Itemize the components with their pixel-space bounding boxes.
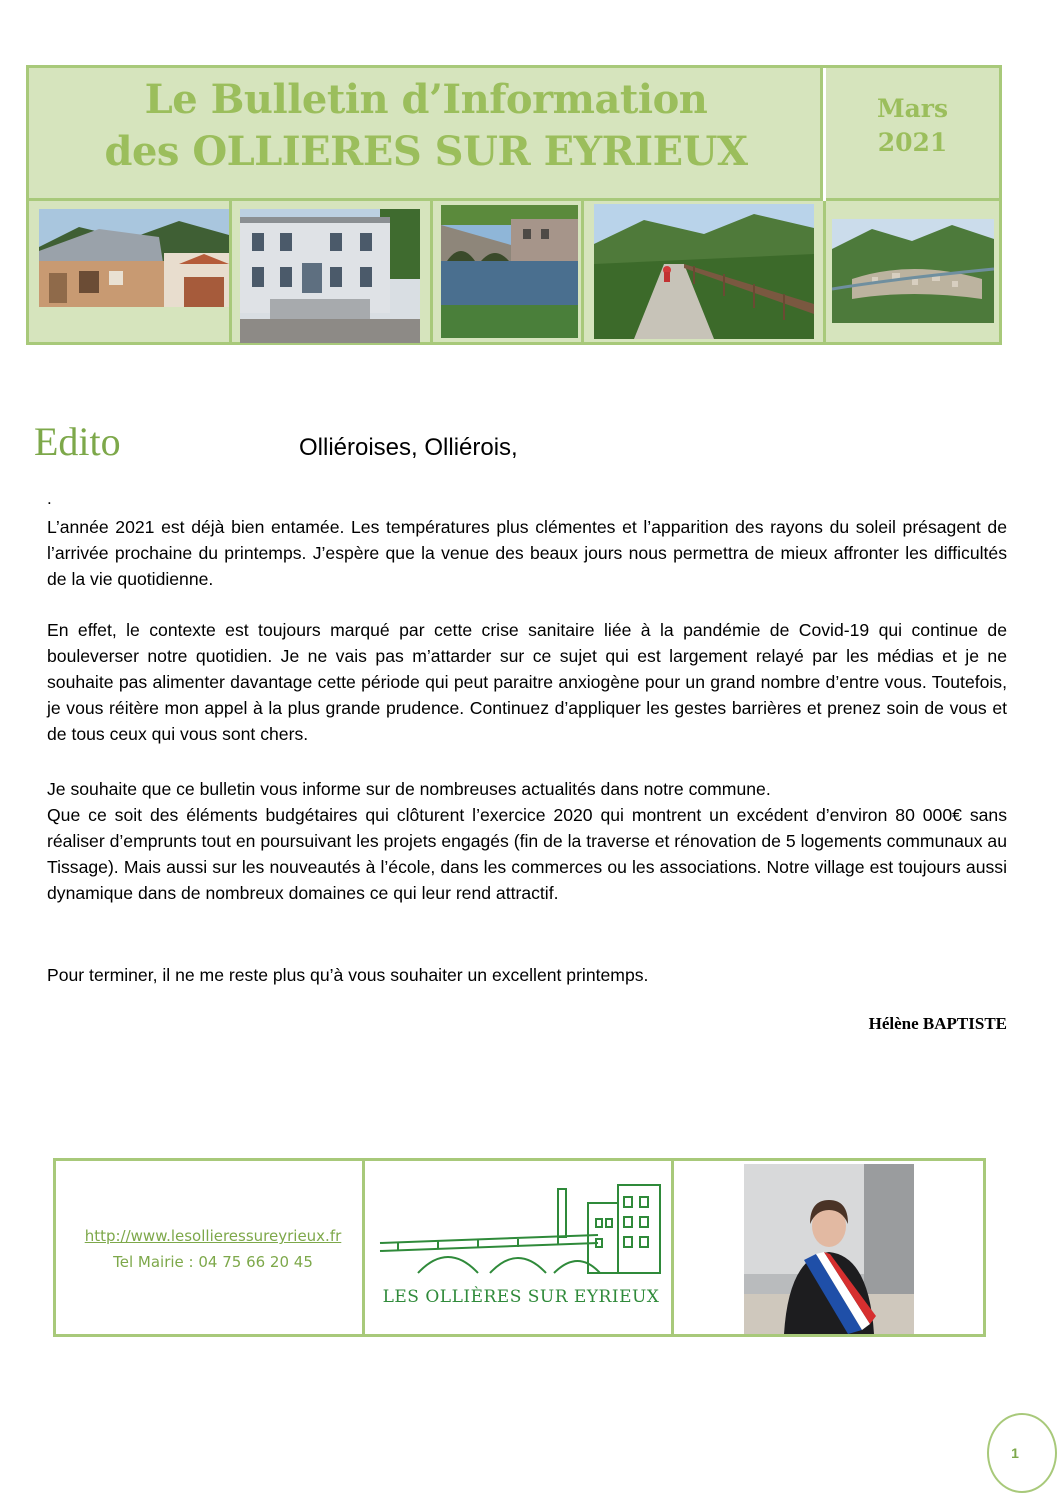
photo-cell-5 — [826, 201, 999, 342]
photo-village-building — [39, 209, 229, 307]
edito-paragraph-2: En effet, le contexte est toujours marqué par cette crise sanitaire liée à la pandémie de Covid-19 qui continue de bouleverser notre quotidien. Je ne vais pas m’attarder sur ce sujet qui est largement relayé par les médias et je ne souhaite pas alimenter davantage cette période qui peut paraitre anxiogène pour un grand nombre d’entre vous. Toutefois, je vous réitère mon appel à la plus grande prudence. Continuez d’appliquer les gestes barrières et prenez soin de vous et de tous ceux qui vous sont chers. — [47, 620, 1007, 744]
date-cell — [826, 68, 999, 201]
title-cell — [29, 68, 823, 201]
signature: Hélène BAPTISTE — [868, 1014, 1007, 1033]
portrait-cell — [677, 1161, 983, 1334]
photo-cyclist-path — [594, 204, 814, 339]
issue-year: 2021 — [877, 128, 948, 157]
logo-text: LES OLLIÈRES SUR EYRIEUX — [382, 1287, 660, 1307]
bulletin-title-line2: des OLLIERES SUR EYRIEUX — [104, 128, 748, 175]
edito-paragraph-1: L’année 2021 est déjà bien entamée. Les températures plus clémentes et l’apparition des rayons du soleil présagent de l’arrivée prochaine du printemps. J’espère que la venue des beaux jours nous permettra de mieux affronter les difficultés de la vie quotidienne. — [47, 517, 1007, 589]
footer-box — [53, 1158, 986, 1337]
edito-paragraph-3: Je souhaite que ce bulletin vous informe sur de nombreuses actualités dans notre commune. — [47, 779, 771, 799]
photo-cell-3 — [433, 201, 584, 342]
bulletin-header — [26, 65, 1002, 345]
edito-paragraph-4: Que ce soit des éléments budgétaires qui clôturent l’exercice 2020 qui montrent un excédent d’environ 80 000€ sans réaliser d’emprunts tout en poursuivant les projets engagés (fin de la traverse et rénovation de 5 logements communaux au Tissage). Mais aussi sur les nouveautés à l’école, dans les commerces ou les associations. Notre village est toujours aussi dynamique dans de nombreux domaines ce qui leur rend attractif. — [47, 805, 1007, 903]
issue-month: Mars — [876, 94, 949, 123]
photo-cell-2 — [232, 201, 433, 342]
photo-bridge-river — [441, 205, 578, 338]
photo-cell-1 — [29, 201, 232, 342]
photo-cell-4 — [584, 201, 826, 342]
page-number: 1 — [1011, 1445, 1019, 1461]
village-bridge-logo — [378, 1183, 668, 1283]
edito-paragraph-5: Pour terminer, il ne me reste plus qu’à vous souhaiter un excellent printemps. — [47, 965, 649, 985]
edito-heading: Edito — [34, 419, 121, 464]
edito-salutation: Olliéroises, Olliérois, — [299, 434, 518, 461]
page-number-badge — [987, 1413, 1057, 1493]
logo-cell — [368, 1161, 674, 1334]
website-link[interactable]: http://www.lesollieressureyrieux.fr — [84, 1227, 342, 1245]
stray-dot: . — [47, 489, 52, 508]
bulletin-title-line1: Le Bulletin d’Information — [144, 76, 708, 123]
mayor-portrait — [744, 1164, 914, 1334]
photo-town-hall — [240, 209, 420, 343]
photo-valley-aerial — [832, 219, 994, 323]
contact-cell — [56, 1161, 365, 1334]
mairie-phone: Tel Mairie : 04 75 66 20 45 — [113, 1253, 313, 1271]
